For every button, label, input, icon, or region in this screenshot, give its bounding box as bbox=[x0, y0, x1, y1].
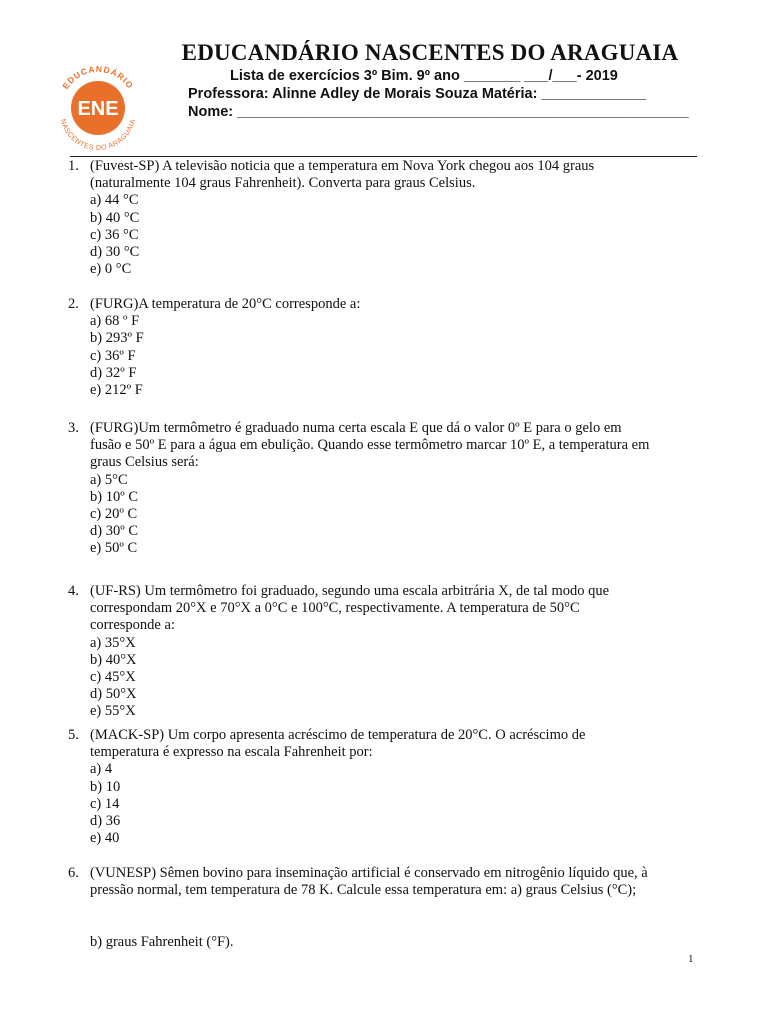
option-e: e) 50º C bbox=[90, 540, 138, 557]
list-info-line: Lista de exercícios 3º Bim. 9º ano _______ ___/___- 2019 bbox=[230, 68, 618, 84]
question-number: 5. bbox=[68, 727, 79, 743]
question-number: 2. bbox=[68, 296, 79, 312]
option-c: c) 20º C bbox=[90, 506, 138, 523]
question-stem: (Fuvest-SP) A televisão noticia que a temperatura em Nova York chegou aos 104 graus (naturalmente 104 graus Fahrenheit). Converta para graus Celsius. bbox=[90, 158, 595, 192]
option-d: d) 30 °C bbox=[90, 244, 140, 261]
question-number: 3. bbox=[68, 420, 79, 436]
page-number: 1 bbox=[688, 953, 694, 965]
question-stem: (UF-RS) Um termômetro foi graduado, segundo uma escala arbitrária X, de tal modo que correspondam 20°X e 70°X a 0°C e 100°C, respectivamente. A temperatura de 50°C corresponde a: bbox=[90, 583, 610, 634]
option-d: d) 36 bbox=[90, 813, 121, 830]
option-e: e) 40 bbox=[90, 830, 120, 847]
question-stem: (FURG)A temperatura de 20°C corresponde a: bbox=[90, 296, 361, 312]
svg-text:ENE: ENE bbox=[77, 98, 119, 120]
ene-logo-icon bbox=[52, 62, 144, 154]
question-number: 1. bbox=[68, 158, 79, 174]
option-b: b) 10 bbox=[90, 778, 121, 795]
question-3 bbox=[68, 420, 708, 558]
option-c: c) 36º F bbox=[90, 347, 136, 364]
option-a: a) 44 °C bbox=[90, 192, 139, 209]
option-c: c) 14 bbox=[90, 795, 120, 812]
option-c: c) 36 °C bbox=[90, 226, 139, 243]
question-5 bbox=[68, 727, 708, 847]
question-stem: (MACK-SP) Um corpo apresenta acréscimo de temperatura de 20°C. O acréscimo de temperatura é expresso na escala Fahrenheit por: bbox=[90, 727, 586, 761]
option-d: d) 32º F bbox=[90, 364, 137, 381]
option-e: e) 0 °C bbox=[90, 261, 132, 278]
option-a: a) 4 bbox=[90, 761, 113, 778]
question-stem: (FURG)Um termômetro é graduado numa certa escala E que dá o valor 0º E para o gelo em fusão e 50º E para a água em ebulição. Quando esse termômetro marcar 10º E, a temperatura em graus Celsius será: bbox=[90, 420, 650, 471]
question-1 bbox=[68, 158, 708, 278]
question-number: 4. bbox=[68, 583, 79, 599]
option-a: a) 68 º F bbox=[90, 313, 140, 330]
option-e: e) 55°X bbox=[90, 703, 136, 720]
option-b: b) 293º F bbox=[90, 330, 144, 347]
teacher-subject-line: Professora: Alinne Adley de Morais Souza Matéria: _____________ bbox=[188, 86, 647, 102]
option-b: b) 40 °C bbox=[90, 209, 140, 226]
question-number: 6. bbox=[68, 865, 79, 881]
question-6 bbox=[68, 865, 708, 899]
question-stem: (VUNESP) Sêmen bovino para inseminação artificial é conservado em nitrogênio líquido que, à pressão normal, tem temperatura de 78 K. Calcule essa temperatura em: a) graus Celsius (°C); bbox=[90, 865, 648, 899]
header-divider bbox=[70, 156, 697, 157]
question-4 bbox=[68, 583, 708, 721]
option-e: e) 212º F bbox=[90, 382, 143, 399]
name-line: Nome: ________________________________________________________ bbox=[188, 104, 689, 120]
school-logo bbox=[52, 62, 144, 154]
question-6-part-b: b) graus Fahrenheit (°F). bbox=[90, 934, 234, 950]
option-a: a) 5°C bbox=[90, 471, 128, 488]
school-name: EDUCANDÁRIO NASCENTES DO ARAGUAIA bbox=[181, 40, 679, 65]
option-d: d) 50°X bbox=[90, 686, 137, 703]
svg-text:EDUCANDÁRIO: EDUCANDÁRIO bbox=[60, 63, 136, 91]
option-c: c) 45°X bbox=[90, 669, 136, 686]
question-2 bbox=[68, 296, 708, 399]
option-d: d) 30º C bbox=[90, 523, 138, 540]
svg-text:NASCENTES DO ARAGUAIA: NASCENTES DO ARAGUAIA bbox=[58, 118, 138, 153]
option-a: a) 35°X bbox=[90, 634, 136, 651]
option-b: b) 40°X bbox=[90, 651, 137, 668]
option-b: b) 10º C bbox=[90, 488, 138, 505]
